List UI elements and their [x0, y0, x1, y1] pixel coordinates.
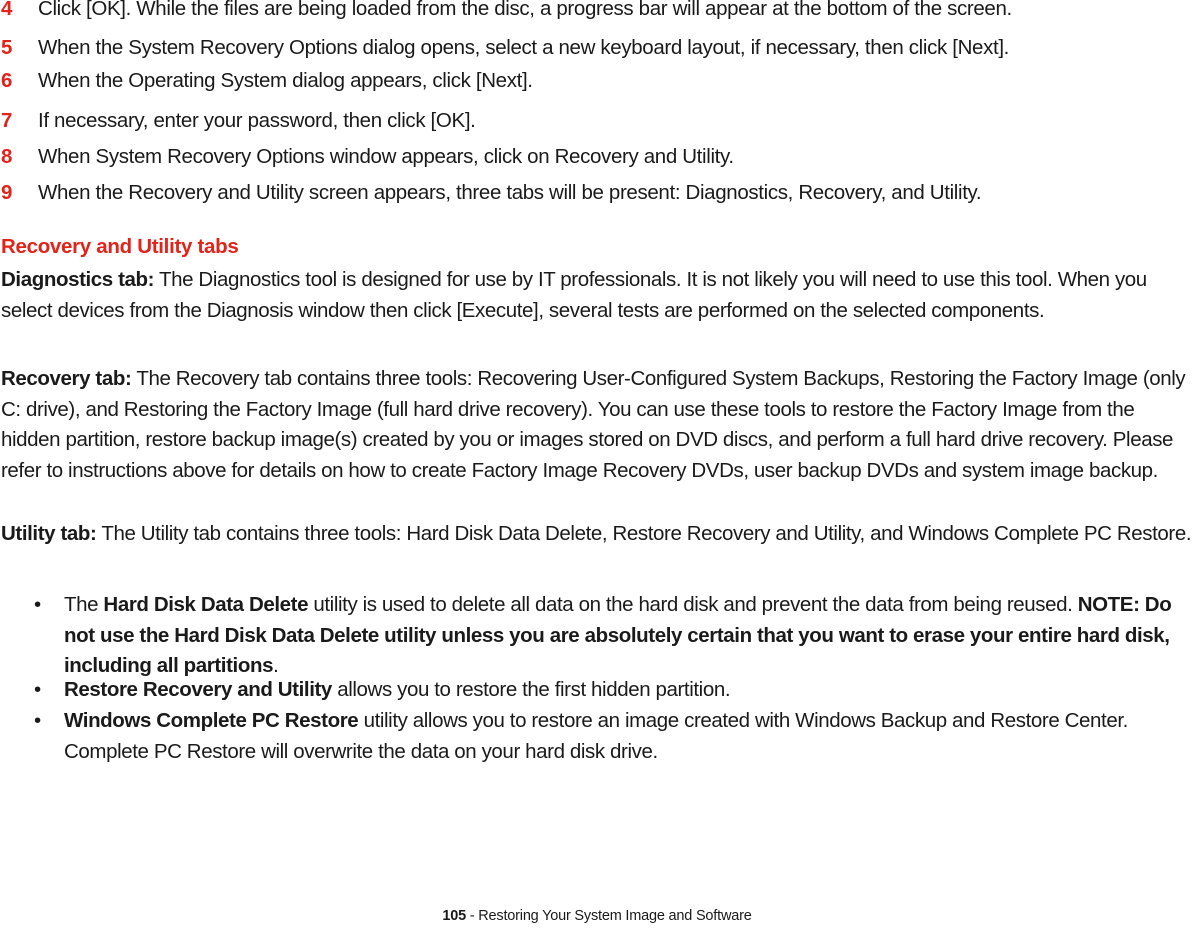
- section-heading: Recovery and Utility tabs: [1, 235, 239, 258]
- bullet-marker: •: [34, 709, 41, 732]
- step-number: 8: [1, 145, 13, 168]
- bullet-text: utility allows you to restore an image created with Windows Backup and Restore Center. Complete PC Restore will overwrite the data on your hard disk drive.: [64, 709, 1128, 763]
- step-7: [0, 106, 1194, 136]
- bullet-text: utility is used to delete all data on the hard disk and prevent the data from being reused.: [308, 593, 1078, 616]
- step-4: [0, 0, 1194, 24]
- step-text: Click [OK]. While the files are being loaded from the disc, a progress bar will appear at the bottom of the screen.: [38, 0, 1012, 20]
- bullet-marker: •: [34, 593, 41, 616]
- step-text: If necessary, enter your password, then click [OK].: [38, 109, 476, 132]
- step-number: 9: [1, 181, 13, 204]
- utility-lead: Utility tab:: [1, 522, 97, 545]
- step-5: [0, 33, 1194, 63]
- recovery-body: The Recovery tab contains three tools: Recovering User-Configured System Backups, Restoring the Factory Image (only C: drive), and Restoring the Factory Image (full hard drive recovery). You can use these tools to restore the Factory Image from the hidden partition, restore backup image(s) created by you or images stored on DVD discs, and perform a full hard drive recovery. Please refer to instructions above for details on how to create Factory Image Recovery DVDs, user backup DVDs and system image backup.: [1, 367, 1186, 482]
- diagnostics-paragraph: [1, 265, 1193, 326]
- diagnostics-body: The Diagnostics tool is designed for use by IT professionals. It is not likely you will need to use this tool. When you select devices from the Diagnosis window then click [Execute], several tests are performed on the selected components.: [1, 268, 1147, 322]
- step-number: 6: [1, 69, 13, 92]
- recovery-paragraph: [1, 364, 1193, 486]
- warning-note: NOTE: Do not use the Hard Disk Data Delete utility unless you are absolutely certain that you want to erase your entire hard disk, including all partitions: [64, 593, 1172, 677]
- recovery-lead: Recovery tab:: [1, 367, 132, 390]
- step-text: When System Recovery Options window appears, click on Recovery and Utility.: [38, 145, 734, 168]
- utility-paragraph: [1, 519, 1193, 550]
- step-text: When the Recovery and Utility screen appears, three tabs will be present: Diagnostics, Recovery, and Utility.: [38, 181, 982, 204]
- diagnostics-lead: Diagnostics tab:: [1, 268, 155, 291]
- bullet-post-text: .: [273, 654, 279, 677]
- step-number: 7: [1, 109, 13, 132]
- page-number: 105: [442, 908, 466, 924]
- tool-name: Windows Complete PC Restore: [64, 709, 359, 732]
- step-number: 4: [1, 0, 13, 20]
- step-number: 5: [1, 36, 13, 59]
- tool-name: Restore Recovery and Utility: [64, 678, 332, 701]
- tool-name: Hard Disk Data Delete: [103, 593, 309, 616]
- step-9: [0, 178, 1194, 208]
- bullet-body: [64, 590, 1192, 682]
- step-6: [0, 66, 1194, 96]
- step-text: When the System Recovery Options dialog opens, select a new keyboard layout, if necessary, then click [Next].: [38, 36, 1010, 59]
- bullet-marker: •: [34, 678, 41, 701]
- bullet-text: allows you to restore the first hidden partition.: [331, 678, 731, 701]
- page-footer: [0, 906, 1194, 926]
- bullet-body: [64, 706, 1192, 767]
- step-8: [0, 142, 1194, 172]
- utility-body: The Utility tab contains three tools: Hard Disk Data Delete, Restore Recovery and Utility, and Windows Complete PC Restore.: [96, 522, 1192, 545]
- bullet-body: [64, 675, 1192, 706]
- footer-title: - Restoring Your System Image and Software: [466, 908, 752, 924]
- step-text: When the Operating System dialog appears, click [Next].: [38, 69, 533, 92]
- bullet-pre-text: The: [64, 593, 104, 616]
